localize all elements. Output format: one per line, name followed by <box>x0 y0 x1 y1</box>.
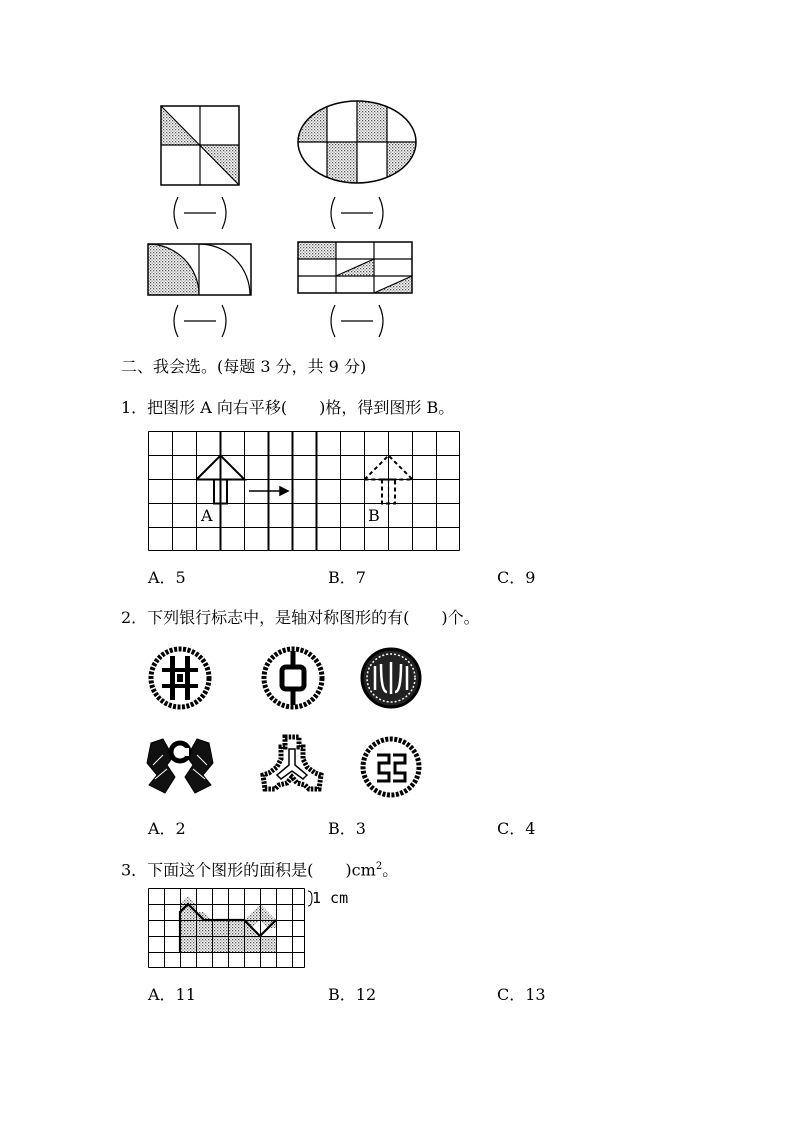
answer-blank-2[interactable] <box>327 195 387 231</box>
translation-grid <box>148 431 462 553</box>
bank-logo-2 <box>261 646 325 710</box>
area-grid <box>148 888 308 972</box>
bank-logo-1 <box>148 646 212 710</box>
shape-a-label: A <box>201 506 213 525</box>
answer-blank-3[interactable] <box>170 303 230 339</box>
q3-stem-sup: 2 <box>375 861 383 872</box>
q1-option-c[interactable]: C．9 <box>497 568 536 587</box>
scale-label: 1 cm <box>312 889 349 907</box>
fraction-figure-square <box>160 105 240 187</box>
question-1-stem: 1．把图形 A 向右平移( )格，得到图形 B。 <box>121 398 455 417</box>
q2-option-c[interactable]: C．4 <box>497 819 536 838</box>
q1-option-b[interactable]: B．7 <box>328 568 366 587</box>
q2-option-a[interactable]: A．2 <box>148 819 186 838</box>
q3-option-c[interactable]: C．13 <box>497 985 546 1004</box>
shape-b-label: B <box>368 506 380 525</box>
q2-option-b[interactable]: B．3 <box>328 819 366 838</box>
fraction-figure-ellipse <box>296 99 418 185</box>
answer-blank-4[interactable] <box>327 303 387 339</box>
bank-logo-6 <box>359 735 423 799</box>
fraction-figure-quarter-circles <box>147 243 253 297</box>
q3-stem-prefix: 3．下面这个图形的面积是( )cm <box>121 860 376 880</box>
answer-blank-1[interactable] <box>170 195 230 231</box>
bank-logo-3 <box>359 646 423 710</box>
q3-stem-suffix: 。 <box>382 860 399 880</box>
scale-brace <box>307 890 313 908</box>
question-2-stem: 2．下列银行标志中，是轴对称图形的有( )个。 <box>121 608 480 627</box>
bank-logo-4 <box>145 735 215 795</box>
q1-option-a[interactable]: A．5 <box>148 568 186 587</box>
question-3-stem <box>121 857 398 880</box>
q3-option-b[interactable]: B．12 <box>328 985 377 1004</box>
bank-logo-5 <box>257 733 327 797</box>
q3-option-a[interactable]: A．11 <box>148 985 196 1004</box>
section-heading: 二、我会选。(每题 3 分，共 9 分) <box>121 357 367 376</box>
fraction-figure-grid-rectangle <box>297 241 415 297</box>
